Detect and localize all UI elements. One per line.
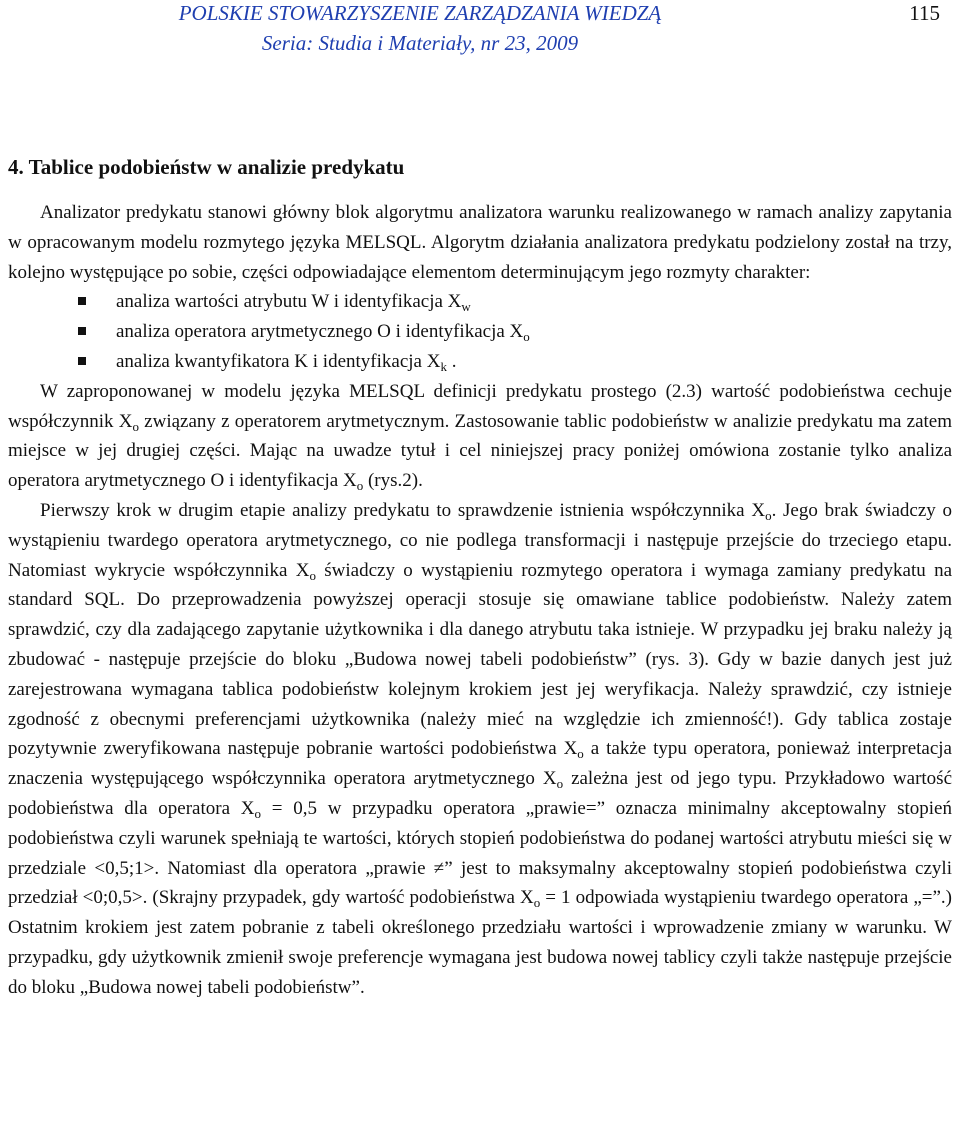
text-run: (rys.2). — [363, 470, 423, 492]
paragraph-1 — [8, 198, 952, 287]
subscript: o — [132, 418, 139, 434]
text-run: świadczy o wystąpieniu rozmytego operatora i wymaga zamiany predykatu na standard SQL. Do przeprowadzenia powyższej operacji stosuje się omawiane tablice podobieństw. Należy zatem sprawdzić, czy dla zadającego zapytanie użytkownika i dla danego atrybutu taka istnieje. W przypadku jej braku należy ją zbudować - następuje przejście do bloku „Budowa nowej tabeli podobieństw” (rys. 3). Gdy w bazie danych jest już zarejestrowana wymagana tablica podobieństw kolejnym krokiem jest jej weryfikacja. Należy sprawdzić, czy istnieje zgodność z obecnymi preferencjami użytkownika (należy mieć na względzie ich zmienność!). Gdy tablica zostaje pozytywnie zweryfikowana następuje pobranie wartości podobieństwa X — [8, 559, 953, 760]
page-number: 115 — [909, 1, 940, 25]
subscript: o — [523, 329, 530, 345]
subscript: o — [309, 567, 316, 583]
subscript: o — [765, 507, 772, 523]
subscript: k — [440, 358, 447, 374]
square-bullet-icon — [78, 357, 86, 365]
list-item-text: analiza operatora arytmetycznego O i identyfikacja X — [116, 321, 524, 343]
text-run: W zaproponowanej w modelu języka MELSQL definicji predykatu prostego (2.3) wartość podobieństwa cechuje współczynnik X — [8, 380, 952, 432]
list-item — [8, 317, 952, 347]
list-item-text: analiza kwantyfikatora K i identyfikacja X — [116, 350, 441, 372]
text-run: = 0,5 w przypadku operatora „prawie=” oznacza minimalny akceptowalny stopień podobieństwa czyli warunek spełniają te wartości, których stopień podobieństwa do podanej wartości atrybutu mieści się w przedziale <0,5;1>. Natomiast dla operatora „prawie ≠” jest to maksymalny akceptowalny stopień podobieństwa czyli przedział <0;0,5>. (Skrajny przypadek, gdy wartość podobieństwa X — [8, 797, 952, 909]
text-run: . Jego brak świadczy o wystąpieniu twardego operatora arytmetycznego, co nie podlega transformacji i następuje przejście do trzeciego etapu. Natomiast wykrycie współczynnika X — [8, 499, 952, 581]
square-bullet-icon — [78, 297, 86, 305]
list-item — [8, 287, 952, 317]
subscript: o — [556, 776, 564, 792]
list-item-tail: . — [446, 350, 457, 372]
subscript: w — [461, 299, 471, 315]
text-run: a także typu operatora, ponieważ interpretacja znaczenia występującego współczynnika operatora arytmetycznego X — [8, 738, 952, 790]
text-run: = 1 odpowiada wystąpieniu twardego operatora „=”.) Ostatnim krokiem jest zatem pobranie z tabeli określonego przedziału wartości i wprowadzenie zmiany w warunku. W przypadku, gdy użytkownik zmienił swoje preferencje wymagana jest budowa nowej tablicy czyli także następuje przejście do bloku „Budowa nowej tabeli podobieństw”. — [8, 887, 952, 998]
subscript: o — [577, 746, 584, 762]
paragraph-3 — [8, 496, 952, 1003]
square-bullet-icon — [78, 327, 86, 335]
text-run: związany z operatorem arytmetycznym. Zastosowanie tablic podobieństw w analizie predykatu ma zatem miejsce w jej drugiej części. Mając na uwadze tytuł i cel niniejszej pracy poniżej omówiona zostanie tylko analiza operatora arytmetycznego O i identyfikacja X — [8, 410, 953, 492]
journal-title: POLSKIE STOWARZYSZENIE ZARZĄDZANIA WIEDZĄ — [178, 1, 662, 25]
subscript: o — [356, 478, 364, 494]
journal-series: Seria: Studia i Materiały, nr 23, 2009 — [261, 31, 579, 55]
body-text — [8, 198, 952, 1003]
text-run: Pierwszy krok w drugim etapie analizy predykatu to sprawdzenie istnienia współczynnika X — [40, 499, 766, 521]
paragraph-2 — [8, 377, 952, 496]
subscript: o — [533, 895, 541, 911]
paragraph-1-text: Analizator predykatu stanowi główny blok algorytmu analizatora warunku realizowanego w ramach analizy zapytania w opracowanym modelu rozmytego języka MELSQL. Algorytm działania analizatora predykatu podzielony został na trzy, kolejno występujące po sobie, części odpowiadające elementom determinującym jego rozmyty charakter: — [8, 202, 952, 283]
section-heading: 4. Tablice podobieństw w analizie predykatu — [8, 155, 405, 179]
bullet-list — [8, 287, 952, 376]
list-item-text: analiza wartości atrybutu W i identyfikacja X — [116, 291, 462, 313]
list-item — [8, 347, 952, 377]
text-run: zależna jest od jego typu. Przykładowo wartość podobieństwa dla operatora X — [8, 768, 952, 819]
subscript: o — [254, 805, 262, 821]
